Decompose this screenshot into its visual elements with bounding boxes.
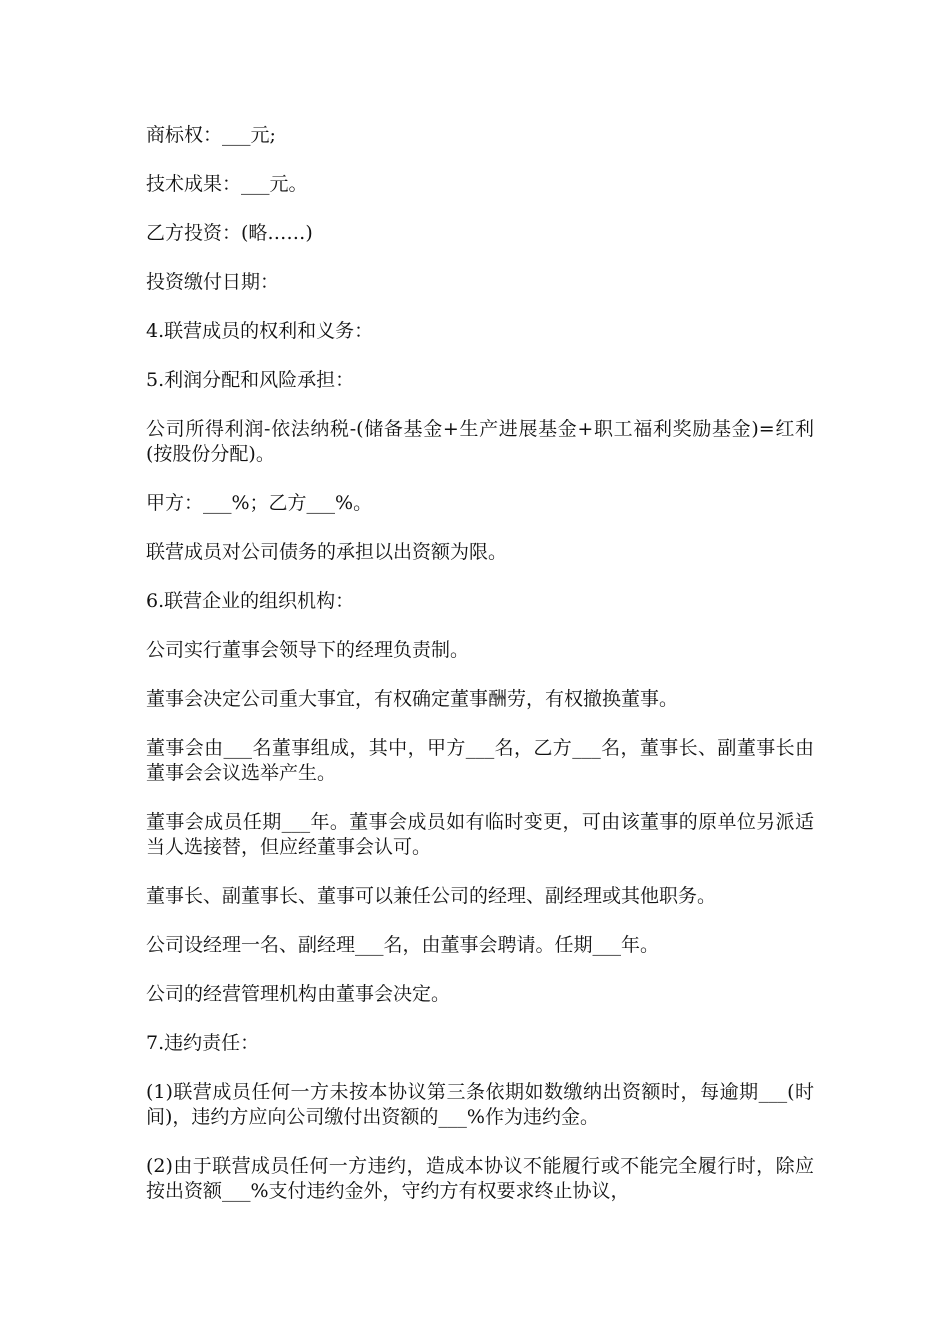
- document-body: [146, 123, 814, 1228]
- section-heading-profit: 5.利润分配和风险承担：: [146, 369, 355, 391]
- paragraph-concurrent-posts: 董事长、副董事长、董事可以兼任公司的经理、副经理或其他职务。: [146, 885, 717, 907]
- paragraph-board-term: 董事会成员任期___年。董事会成员如有临时变更，可由该董事的原单位另派适当人选接替，但应经董事会认可。: [146, 811, 814, 858]
- paragraph-trademark: 商标权：___元;: [146, 124, 276, 146]
- paragraph-breach-clause-2: (2)由于联营成员任何一方违约，造成本协议不能履行或不能完全履行时，除应按出资额___%支付违约金外，守约方有权要求终止协议，: [146, 1155, 814, 1202]
- section-heading-organization: 6.联营企业的组织机构：: [146, 590, 355, 612]
- paragraph-board-decisions: 董事会决定公司重大事宜，有权确定董事酬劳，有权撤换董事。: [146, 688, 679, 710]
- paragraph-board-composition: 董事会由___名董事组成，其中，甲方___名，乙方___名，董事长、副董事长由董事会会议选举产生。: [146, 737, 814, 784]
- paragraph-profit-shares: 甲方：___%；乙方___%。: [146, 492, 373, 514]
- paragraph-party-b-investment: 乙方投资：(略……): [146, 222, 313, 244]
- paragraph-breach-clause-1: (1)联营成员任何一方未按本协议第三条依期如数缴纳出资额时，每逾期___(时间)，违约方应向公司缴付出资额的___%作为违约金。: [146, 1081, 814, 1128]
- paragraph-liability-limit: 联营成员对公司债务的承担以出资额为限。: [146, 541, 508, 563]
- paragraph-technology: 技术成果：___元。: [146, 173, 308, 195]
- paragraph-payment-date: 投资缴付日期：: [146, 271, 280, 293]
- section-heading-rights: 4.联营成员的权利和义务：: [146, 320, 374, 342]
- paragraph-management-structure: 公司的经营管理机构由董事会决定。: [146, 983, 451, 1005]
- paragraph-manager-system: 公司实行董事会领导下的经理负责制。: [146, 639, 470, 661]
- paragraph-manager-appointment: 公司设经理一名、副经理___名，由董事会聘请。任期___年。: [146, 934, 660, 956]
- paragraph-profit-formula: 公司所得利润-依法纳税-(储备基金+生产进展基金+职工福利奖励基金)=红利(按股份分配)。: [146, 418, 814, 465]
- section-heading-breach: 7.违约责任：: [146, 1032, 260, 1054]
